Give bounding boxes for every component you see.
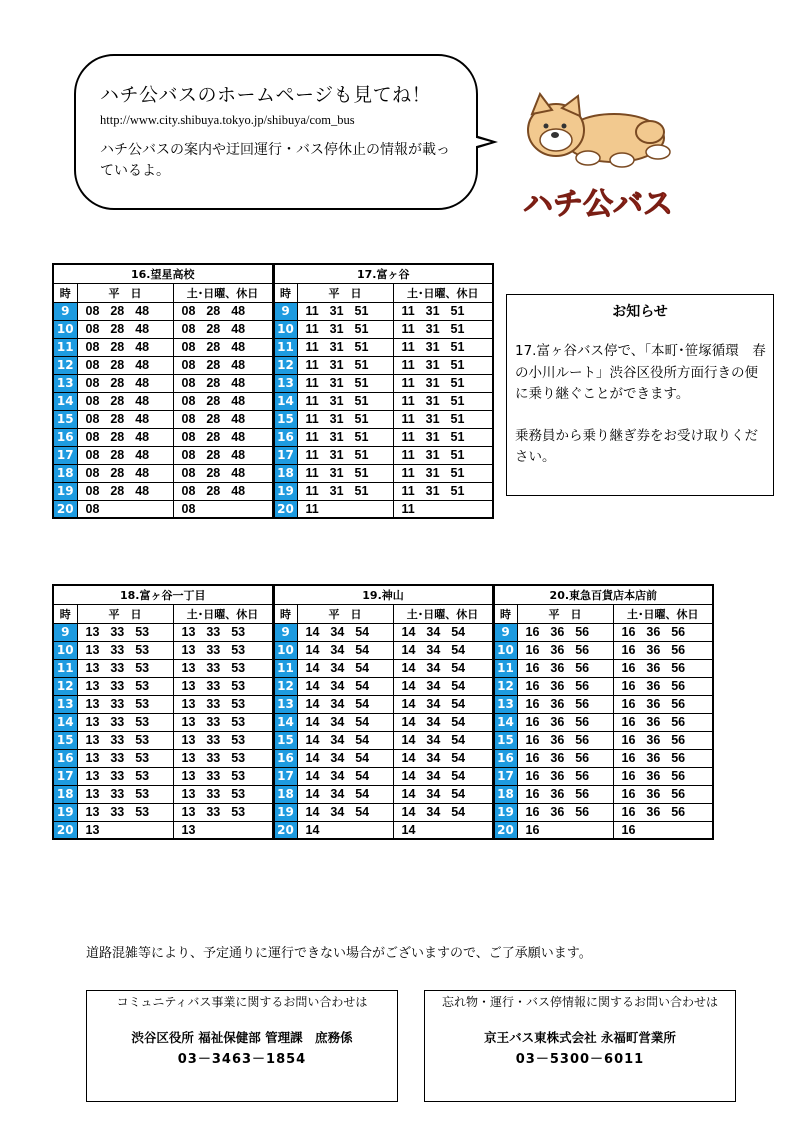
holiday-times: 13 33 53	[173, 695, 273, 713]
holiday-times: 16 36 56	[613, 749, 713, 767]
holiday-times: 14 34 54	[393, 803, 493, 821]
holiday-times: 08 28 48	[173, 302, 273, 320]
hour-cell: 20	[273, 500, 297, 518]
weekday-times: 08 28 48	[77, 464, 173, 482]
hour-cell: 14	[53, 392, 77, 410]
table-row	[53, 713, 713, 731]
hour-cell: 14	[493, 713, 517, 731]
holiday-times: 13 33 53	[173, 767, 273, 785]
hour-cell: 15	[53, 731, 77, 749]
weekday-header: 平 日	[517, 604, 613, 623]
weekday-times: 08 28 48	[77, 446, 173, 464]
holiday-times: 08 28 48	[173, 320, 273, 338]
weekday-times: 13 33 53	[77, 641, 173, 659]
holiday-times: 13 33 53	[173, 641, 273, 659]
holiday-times: 08 28 48	[173, 410, 273, 428]
notice-title: お知らせ	[612, 304, 668, 320]
holiday-times: 11 31 51	[393, 392, 493, 410]
notice-paragraph-transfer: 17.富ヶ谷バス停で、「本町･笹塚循環 春の小川ルート」渋谷区役所方面行きの便に乗り継ぐことができます。	[515, 343, 766, 402]
hour-cell: 16	[273, 428, 297, 446]
holiday-times: 13 33 53	[173, 713, 273, 731]
weekday-times: 08 28 48	[77, 338, 173, 356]
weekday-times: 14 34 54	[297, 695, 393, 713]
weekday-times: 11 31 51	[297, 410, 393, 428]
contact-phone: 03－5300－6011	[515, 1052, 645, 1067]
contact-box-city	[86, 990, 398, 1102]
table-row	[53, 464, 493, 482]
timetable-lower	[52, 584, 714, 840]
hour-cell: 12	[53, 677, 77, 695]
holiday-times: 16 36 56	[613, 731, 713, 749]
weekday-times: 14 34 54	[297, 713, 393, 731]
weekday-times: 16 36 56	[517, 785, 613, 803]
holiday-times: 08 28 48	[173, 428, 273, 446]
holiday-times: 08 28 48	[173, 464, 273, 482]
contact-heading: 忘れ物・運行・バス停情報に関するお問い合わせは	[441, 995, 718, 1009]
holiday-times: 16 36 56	[613, 785, 713, 803]
notice-box	[506, 294, 774, 496]
hour-cell: 18	[53, 464, 77, 482]
holiday-times: 11 31 51	[393, 482, 493, 500]
table-row	[53, 392, 493, 410]
hour-cell: 15	[273, 731, 297, 749]
hour-cell: 16	[273, 749, 297, 767]
weekday-times: 14 34 54	[297, 803, 393, 821]
hour-cell: 10	[53, 320, 77, 338]
holiday-times: 11 31 51	[393, 410, 493, 428]
weekday-times: 16 36 56	[517, 659, 613, 677]
weekday-times: 16 36 56	[517, 713, 613, 731]
holiday-times: 16 36 56	[613, 803, 713, 821]
hour-cell: 16	[53, 428, 77, 446]
weekday-times: 08	[77, 500, 173, 518]
weekday-times: 11 31 51	[297, 356, 393, 374]
holiday-times: 14 34 54	[393, 785, 493, 803]
weekday-times: 14 34 54	[297, 785, 393, 803]
holiday-times: 14 34 54	[393, 677, 493, 695]
weekday-times: 11 31 51	[297, 464, 393, 482]
weekday-times: 14	[297, 821, 393, 839]
weekday-times: 13 33 53	[77, 767, 173, 785]
timetable-upper	[52, 263, 494, 519]
weekday-times: 13 33 53	[77, 749, 173, 767]
hour-cell: 16	[53, 749, 77, 767]
hour-cell: 20	[53, 500, 77, 518]
homepage-url[interactable]: http://www.city.shibuya.tokyo.jp/shibuya/com_bus	[100, 113, 355, 127]
stop-name: 19.神山	[273, 585, 493, 604]
holiday-times: 11 31 51	[393, 446, 493, 464]
weekday-times: 11 31 51	[297, 392, 393, 410]
table-row	[53, 623, 713, 641]
holiday-times: 16 36 56	[613, 713, 713, 731]
hour-cell: 19	[493, 803, 517, 821]
hour-cell: 17	[53, 446, 77, 464]
hour-cell: 19	[273, 803, 297, 821]
holiday-times: 08 28 48	[173, 392, 273, 410]
stop-name: 16.望星高校	[53, 264, 273, 283]
holiday-times: 11 31 51	[393, 428, 493, 446]
holiday-times: 13 33 53	[173, 785, 273, 803]
hour-cell: 13	[273, 374, 297, 392]
weekday-times: 14 34 54	[297, 623, 393, 641]
table-row	[53, 749, 713, 767]
hour-cell: 14	[273, 713, 297, 731]
weekday-times: 11 31 51	[297, 446, 393, 464]
weekday-times: 16 36 56	[517, 749, 613, 767]
table-row	[53, 731, 713, 749]
weekday-times: 13 33 53	[77, 623, 173, 641]
holiday-header: 土･日曜、休日	[393, 283, 493, 302]
weekday-times: 11 31 51	[297, 428, 393, 446]
table-row	[53, 302, 493, 320]
holiday-times: 08 28 48	[173, 338, 273, 356]
table-row	[53, 695, 713, 713]
hour-header: 時	[53, 283, 77, 302]
hour-header: 時	[493, 604, 517, 623]
table-row	[53, 500, 493, 518]
stop-name: 18.富ヶ谷一丁目	[53, 585, 273, 604]
hour-cell: 16	[493, 749, 517, 767]
hour-cell: 20	[273, 821, 297, 839]
weekday-times: 14 34 54	[297, 731, 393, 749]
hour-cell: 17	[273, 446, 297, 464]
weekday-times: 11 31 51	[297, 482, 393, 500]
hour-header: 時	[53, 604, 77, 623]
hour-header: 時	[273, 604, 297, 623]
weekday-times: 08 28 48	[77, 410, 173, 428]
hour-cell: 15	[273, 410, 297, 428]
weekday-times: 16 36 56	[517, 695, 613, 713]
weekday-times: 08 28 48	[77, 302, 173, 320]
table-row	[53, 338, 493, 356]
holiday-times: 11 31 51	[393, 356, 493, 374]
contact-organization: 京王バス東株式会社 永福町営業所	[484, 1030, 676, 1045]
holiday-times: 13 33 53	[173, 623, 273, 641]
weekday-times: 13 33 53	[77, 659, 173, 677]
holiday-times: 13 33 53	[173, 749, 273, 767]
hour-cell: 14	[53, 713, 77, 731]
weekday-header: 平 日	[77, 283, 173, 302]
weekday-header: 平 日	[77, 604, 173, 623]
hour-cell: 19	[53, 482, 77, 500]
hour-cell: 17	[273, 767, 297, 785]
holiday-times: 14 34 54	[393, 659, 493, 677]
delay-notice: 道路混雑等により、予定通りに運行できない場合がございますので、ご了承願います。	[86, 946, 592, 961]
hour-header: 時	[273, 283, 297, 302]
table-row	[53, 374, 493, 392]
holiday-times: 14	[393, 821, 493, 839]
holiday-header: 土･日曜、休日	[173, 283, 273, 302]
contact-phone: 03－3463－1854	[177, 1052, 307, 1067]
hour-cell: 18	[53, 785, 77, 803]
hour-cell: 9	[493, 623, 517, 641]
weekday-times: 13	[77, 821, 173, 839]
contact-heading: コミュニティバス事業に関するお問い合わせは	[116, 995, 368, 1009]
bubble-tail-inner	[451, 131, 491, 153]
hour-cell: 17	[493, 767, 517, 785]
stop-name: 20.東急百貨店本店前	[493, 585, 713, 604]
weekday-times: 14 34 54	[297, 641, 393, 659]
holiday-times: 08 28 48	[173, 374, 273, 392]
hour-cell: 11	[273, 659, 297, 677]
logo-text: ハチ公バス	[523, 187, 673, 222]
hour-cell: 20	[493, 821, 517, 839]
holiday-times: 16 36 56	[613, 623, 713, 641]
weekday-times: 08 28 48	[77, 320, 173, 338]
hour-cell: 18	[273, 785, 297, 803]
weekday-times: 13 33 53	[77, 803, 173, 821]
weekday-times: 13 33 53	[77, 677, 173, 695]
holiday-times: 11	[393, 500, 493, 518]
weekday-times: 16 36 56	[517, 623, 613, 641]
hour-cell: 15	[53, 410, 77, 428]
bubble-title: ハチ公バスのホームページも見てね！	[100, 84, 432, 106]
hour-cell: 18	[493, 785, 517, 803]
hour-cell: 15	[493, 731, 517, 749]
holiday-times: 16 36 56	[613, 767, 713, 785]
hour-cell: 11	[493, 659, 517, 677]
holiday-times: 11 31 51	[393, 374, 493, 392]
weekday-times: 08 28 48	[77, 356, 173, 374]
hour-cell: 10	[273, 320, 297, 338]
holiday-times: 16 36 56	[613, 677, 713, 695]
hour-cell: 17	[53, 767, 77, 785]
holiday-times: 08	[173, 500, 273, 518]
holiday-times: 08 28 48	[173, 446, 273, 464]
weekday-times: 16 36 56	[517, 767, 613, 785]
holiday-times: 08 28 48	[173, 482, 273, 500]
speech-bubble	[74, 54, 478, 210]
holiday-header: 土･日曜、休日	[393, 604, 493, 623]
bubble-info: ハチ公バスの案内や迂回運行・バス停休止の情報が載っているよ。	[100, 142, 450, 179]
table-row	[53, 482, 493, 500]
holiday-times: 14 34 54	[393, 713, 493, 731]
table-row	[53, 659, 713, 677]
weekday-times: 13 33 53	[77, 731, 173, 749]
holiday-times: 13 33 53	[173, 731, 273, 749]
holiday-times: 13 33 53	[173, 677, 273, 695]
hour-cell: 14	[273, 392, 297, 410]
hour-cell: 10	[53, 641, 77, 659]
weekday-times: 16 36 56	[517, 731, 613, 749]
hour-cell: 13	[493, 695, 517, 713]
table-row	[53, 785, 713, 803]
holiday-times: 16	[613, 821, 713, 839]
weekday-times: 14 34 54	[297, 749, 393, 767]
hour-cell: 10	[493, 641, 517, 659]
table-row	[53, 767, 713, 785]
hour-cell: 12	[273, 356, 297, 374]
hour-cell: 12	[53, 356, 77, 374]
holiday-times: 14 34 54	[393, 623, 493, 641]
weekday-times: 14 34 54	[297, 767, 393, 785]
hour-cell: 19	[53, 803, 77, 821]
hour-cell: 10	[273, 641, 297, 659]
weekday-times: 16	[517, 821, 613, 839]
table-row	[53, 356, 493, 374]
table-row	[53, 821, 713, 839]
table-row	[53, 428, 493, 446]
table-row	[53, 320, 493, 338]
hour-cell: 18	[273, 464, 297, 482]
holiday-times: 11 31 51	[393, 464, 493, 482]
holiday-header: 土･日曜、休日	[173, 604, 273, 623]
notice-paragraph-ticket: 乗務員から乗り継ぎ券をお受け取りください。	[515, 427, 758, 465]
weekday-times: 11 31 51	[297, 338, 393, 356]
weekday-times: 08 28 48	[77, 374, 173, 392]
holiday-times: 16 36 56	[613, 641, 713, 659]
hour-cell: 12	[493, 677, 517, 695]
hour-cell: 11	[273, 338, 297, 356]
holiday-times: 11 31 51	[393, 338, 493, 356]
weekday-times: 16 36 56	[517, 641, 613, 659]
weekday-times: 11	[297, 500, 393, 518]
hour-cell: 9	[273, 302, 297, 320]
weekday-times: 16 36 56	[517, 677, 613, 695]
weekday-times: 11 31 51	[297, 302, 393, 320]
dog-icon	[528, 94, 670, 167]
holiday-times: 16 36 56	[613, 659, 713, 677]
hour-cell: 11	[53, 659, 77, 677]
weekday-times: 13 33 53	[77, 785, 173, 803]
holiday-times: 14 34 54	[393, 641, 493, 659]
contact-box-operator	[424, 990, 736, 1102]
weekday-header: 平 日	[297, 283, 393, 302]
holiday-times: 13 33 53	[173, 803, 273, 821]
holiday-times: 13 33 53	[173, 659, 273, 677]
hour-cell: 13	[273, 695, 297, 713]
table-row	[53, 803, 713, 821]
holiday-times: 14 34 54	[393, 695, 493, 713]
weekday-times: 08 28 48	[77, 392, 173, 410]
holiday-times: 14 34 54	[393, 767, 493, 785]
weekday-times: 16 36 56	[517, 803, 613, 821]
hour-cell: 9	[53, 623, 77, 641]
weekday-times: 13 33 53	[77, 713, 173, 731]
table-row	[53, 410, 493, 428]
hour-cell: 19	[273, 482, 297, 500]
hour-cell: 20	[53, 821, 77, 839]
weekday-times: 14 34 54	[297, 677, 393, 695]
hour-cell: 11	[53, 338, 77, 356]
stop-name: 17.富ヶ谷	[273, 264, 493, 283]
table-row	[53, 641, 713, 659]
hour-cell: 12	[273, 677, 297, 695]
holiday-times: 14 34 54	[393, 731, 493, 749]
weekday-times: 08 28 48	[77, 428, 173, 446]
hachiko-mascot-logo	[518, 92, 676, 224]
hour-cell: 13	[53, 374, 77, 392]
holiday-times: 16 36 56	[613, 695, 713, 713]
holiday-header: 土･日曜、休日	[613, 604, 713, 623]
weekday-times: 11 31 51	[297, 320, 393, 338]
table-row	[53, 446, 493, 464]
weekday-times: 14 34 54	[297, 659, 393, 677]
holiday-times: 13	[173, 821, 273, 839]
weekday-times: 11 31 51	[297, 374, 393, 392]
hour-cell: 9	[53, 302, 77, 320]
hour-cell: 9	[273, 623, 297, 641]
hour-cell: 13	[53, 695, 77, 713]
table-row	[53, 677, 713, 695]
holiday-times: 11 31 51	[393, 320, 493, 338]
holiday-times: 14 34 54	[393, 749, 493, 767]
holiday-times: 11 31 51	[393, 302, 493, 320]
weekday-times: 08 28 48	[77, 482, 173, 500]
weekday-times: 13 33 53	[77, 695, 173, 713]
weekday-header: 平 日	[297, 604, 393, 623]
holiday-times: 08 28 48	[173, 356, 273, 374]
contact-organization: 渋谷区役所 福祉保健部 管理課 庶務係	[131, 1030, 353, 1045]
